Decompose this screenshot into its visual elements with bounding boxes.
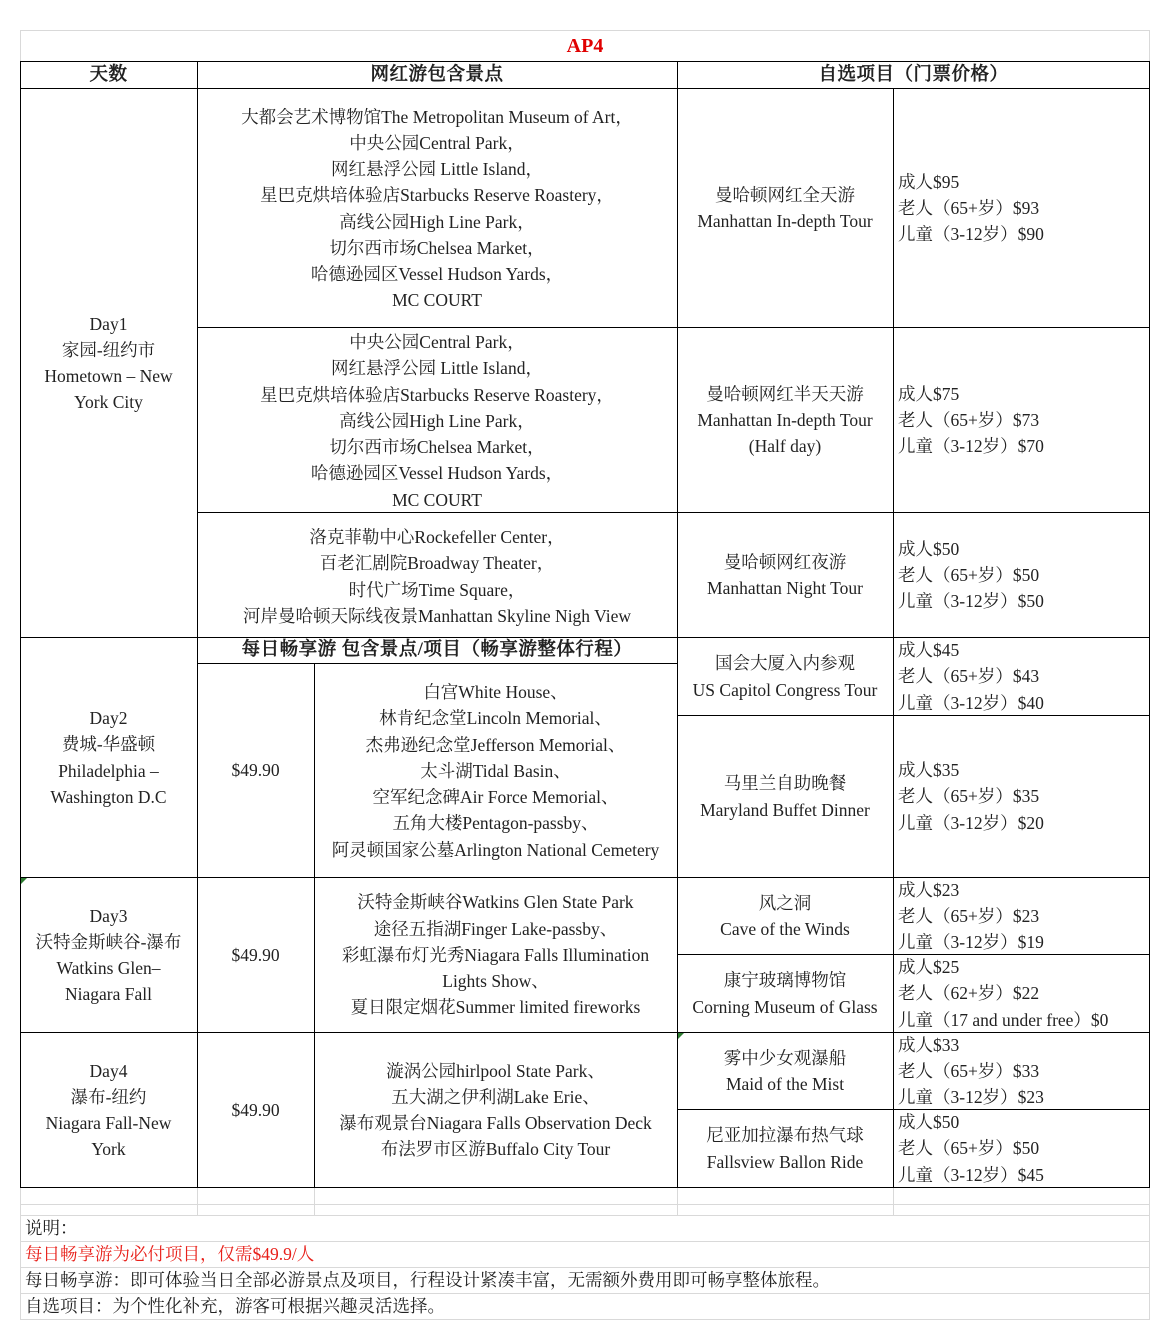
gridline <box>893 1188 894 1216</box>
price-line: 成人$23 <box>898 879 960 900</box>
notes-label: 说明： <box>25 1218 78 1238</box>
spot-line: 杰弗逊纪念堂Jefferson Memorial、 <box>365 734 626 755</box>
tour-name-line: 马里兰自助晚餐 <box>723 773 847 794</box>
spot-line: 哈德逊园区Vessel Hudson Yards， <box>310 263 564 284</box>
price-line: 成人$33 <box>898 1034 960 1055</box>
day2-option1-prices <box>893 638 1150 715</box>
tour-name-line: 曼哈顿网红夜游 <box>723 551 847 572</box>
price-line: 老人（65+岁）$73 <box>898 409 1040 430</box>
day2-label <box>20 638 197 877</box>
price-line: 老人（65+岁）$50 <box>898 1138 1040 1159</box>
day3-option2-name <box>677 955 893 1032</box>
title-text: AP4 <box>566 34 604 57</box>
day1-half-tour-spots <box>197 328 677 514</box>
price-line: 儿童（3-12岁）$40 <box>898 692 1044 713</box>
spot-line: 网红悬浮公园 Little Island， <box>331 159 543 180</box>
price-line: 成人$50 <box>898 538 960 559</box>
notes-required: 每日畅享游为必付项目，仅需$49.9/人 <box>25 1244 315 1264</box>
day-label-line: York <box>91 1139 126 1160</box>
spot-line: 太斗湖Tidal Basin、 <box>420 760 571 781</box>
day1-full-tour-name <box>677 89 893 327</box>
price-line: 老人（65+岁）$50 <box>898 564 1040 585</box>
day4-option1-prices <box>893 1033 1150 1109</box>
tour-name-line: 风之洞 <box>758 892 812 913</box>
price-line: 儿童（3-12岁）$45 <box>898 1164 1044 1185</box>
day3-daily-price <box>197 878 314 1032</box>
tour-name-line: 雾中少女观瀑船 <box>723 1047 847 1068</box>
tour-name-line: Corning Museum of Glass <box>692 996 878 1017</box>
price-line: 儿童（3-12岁）$70 <box>898 436 1044 457</box>
day-label-line: Watkins Glen– <box>56 958 161 978</box>
spot-line: 切尔西市场Chelsea Market， <box>329 437 545 458</box>
spot-line: 大都会艺术博物馆The Metropolitan Museum of Art， <box>241 106 633 127</box>
gridline <box>314 1188 315 1216</box>
header-spots <box>197 62 677 88</box>
day-label-line: Philadelphia – <box>58 760 159 781</box>
price-line: 老人（65+岁）$23 <box>898 905 1040 926</box>
price-line: 成人$75 <box>898 383 960 404</box>
tour-name-line: Maryland Buffet Dinner <box>700 799 870 820</box>
day2-option1-name <box>677 638 893 715</box>
price-line: 老人（62+岁）$22 <box>898 983 1040 1004</box>
spot-line: 星巴克烘培体验店Starbucks Reserve Roastery， <box>260 185 614 206</box>
daily-price-text: $49.90 <box>231 760 280 781</box>
sheet-title <box>20 31 1150 61</box>
tour-name-line: (Half day) <box>748 436 822 457</box>
price-line: 儿童（3-12岁）$19 <box>898 932 1044 953</box>
price-line: 儿童（17 and under free）$0 <box>898 1009 1109 1030</box>
day1-full-tour-prices <box>893 89 1150 327</box>
day-label-line: Niagara Fall <box>65 984 152 1005</box>
spot-line: 布法罗市区游Buffalo City Tour <box>380 1139 611 1160</box>
price-line: 儿童（3-12岁）$50 <box>898 591 1044 612</box>
spot-line: 沃特金斯峡谷Watkins Glen State Park <box>357 892 634 913</box>
spot-line: 途径五指湖Finger Lake-passby、 <box>373 918 618 939</box>
spot-line: MC COURT <box>392 489 482 510</box>
tour-name-line: 尼亚加拉瀑布热气球 <box>706 1125 864 1146</box>
daily-price-text: $49.90 <box>231 944 280 965</box>
header-days <box>20 62 197 88</box>
spot-line: 百老汇剧院Broadway Theater， <box>319 553 555 574</box>
header-days-text: 天数 <box>89 64 128 85</box>
tour-name-line: 国会大厦入内参观 <box>715 653 855 674</box>
header-optional <box>677 62 1150 88</box>
spot-line: 五角大楼Pentagon-passby、 <box>392 813 599 834</box>
tour-name-line: US Capitol Congress Tour <box>692 679 878 700</box>
day1-night-tour-prices <box>893 513 1150 637</box>
tour-name-line: 曼哈顿网红全天游 <box>715 184 855 205</box>
day4-spots <box>314 1033 677 1187</box>
day1-night-tour-spots <box>197 523 677 630</box>
price-line: 成人$35 <box>898 760 960 781</box>
day3-option2-prices <box>893 955 1150 1032</box>
tour-name-line: Cave of the Winds <box>720 919 850 939</box>
tour-name-line: Manhattan Night Tour <box>707 578 863 598</box>
price-line: 老人（65+岁）$93 <box>898 197 1040 218</box>
price-line: 老人（65+岁）$43 <box>898 666 1040 687</box>
day-label-line: Day1 <box>89 313 128 334</box>
day-label-line: 家园-纽约市 <box>61 339 156 360</box>
day2-spots <box>314 678 677 864</box>
tour-name-line: Maid of the Mist <box>725 1074 845 1094</box>
day3-option1-prices <box>893 878 1150 954</box>
gridline <box>677 1188 678 1216</box>
tour-name-line: Manhattan In-depth Tour <box>697 211 873 231</box>
day1-full-tour-spots <box>197 103 677 314</box>
day1-half-tour-name <box>677 328 893 512</box>
spot-line: 洛克菲勒中心Rockefeller Center， <box>309 527 565 548</box>
price-line: 老人（65+岁）$33 <box>898 1060 1040 1081</box>
day2-option2-prices <box>893 716 1150 877</box>
spot-line: 哈德逊园区Vessel Hudson Yards， <box>310 463 564 484</box>
spot-line: 空军纪念碑Air Force Memorial、 <box>372 787 619 808</box>
gridline <box>20 1215 1150 1216</box>
day-label-line: Niagara Fall-New <box>45 1113 172 1133</box>
spot-line: 时代广场Time Square， <box>348 579 526 600</box>
day1-night-tour-name <box>677 513 893 637</box>
spot-line: 阿灵顿国家公墓Arlington National Cemetery <box>331 839 660 860</box>
day4-label <box>20 1033 197 1187</box>
day-label-line: 沃特金斯峡谷-瀑布 <box>35 931 182 952</box>
spot-line: 星巴克烘培体验店Starbucks Reserve Roastery， <box>260 384 614 405</box>
header-optional-text: 自选项目（门票价格） <box>818 64 1009 85</box>
day3-spots <box>314 878 677 1032</box>
day-label-line: Day3 <box>89 905 128 926</box>
spot-line: 中央公园Central Park， <box>349 132 525 153</box>
notes-daily: 每日畅享游：即可体验当日全部必游景点及项目，行程设计紧凑丰富，无需额外费用即可畅享整体旅程。 <box>25 1270 830 1290</box>
spot-line: 彩虹瀑布灯光秀Niagara Falls Illumination <box>341 944 650 965</box>
spot-line: Lights Show、 <box>442 971 549 992</box>
day-label-line: Hometown – New <box>44 366 173 386</box>
price-line: 成人$50 <box>898 1112 960 1133</box>
spot-line: 林肯纪念堂Lincoln Memorial、 <box>379 708 612 729</box>
price-line: 成人$45 <box>898 640 960 661</box>
day1-half-tour-prices <box>893 328 1150 512</box>
gridline <box>197 1188 198 1216</box>
price-line: 成人$25 <box>898 957 960 978</box>
spot-line: MC COURT <box>392 290 482 311</box>
day4-option2-prices <box>893 1110 1150 1187</box>
day4-daily-price <box>197 1033 314 1187</box>
day4-option1-name <box>677 1033 893 1109</box>
spot-line: 夏日限定烟花Summer limited fireworks <box>350 997 641 1018</box>
day-label-line: Day4 <box>89 1060 128 1081</box>
tour-name-line: Manhattan In-depth Tour <box>697 409 873 430</box>
spot-line: 中央公园Central Park， <box>349 332 525 353</box>
price-line: 老人（65+岁）$35 <box>898 786 1040 807</box>
day1-label <box>20 89 197 637</box>
spot-line: 切尔西市场Chelsea Market， <box>329 237 545 258</box>
day-label-line: Day2 <box>89 708 128 729</box>
tour-name-line: 康宁玻璃博物馆 <box>723 970 847 991</box>
tour-name-line: Fallsview Ballon Ride <box>706 1151 864 1172</box>
spot-line: 高线公园High Line Park， <box>339 410 535 431</box>
day-label-line: York City <box>74 392 143 413</box>
spot-line: 白宫White House、 <box>423 682 568 703</box>
day-label-line: Washington D.C <box>50 786 167 807</box>
gridline <box>20 1319 1150 1320</box>
tour-name-line: 曼哈顿网红半天天游 <box>706 383 864 404</box>
daily-price-text: $49.90 <box>231 1099 280 1120</box>
spot-line: 河岸曼哈顿天际线夜景Manhattan Skyline Nigh View <box>243 605 631 626</box>
day3-option1-name <box>677 878 893 954</box>
day3-label <box>20 878 197 1032</box>
gridline <box>20 1204 1150 1205</box>
price-line: 成人$95 <box>898 171 960 192</box>
spot-line: 高线公园High Line Park， <box>339 211 535 232</box>
notes-optional: 自选项目：为个性化补充，游客可根据兴趣灵活选择。 <box>25 1296 445 1316</box>
spot-line: 五大湖之伊利湖Lake Erie、 <box>391 1086 600 1107</box>
spot-line: 漩涡公园hirlpool State Park、 <box>386 1060 605 1081</box>
daily-pass-header-text: 每日畅享游 包含景点/项目（畅享游整体行程） <box>241 640 633 661</box>
price-line: 儿童（3-12岁）$90 <box>898 224 1044 245</box>
day-label-line: 瀑布-纽约 <box>70 1086 147 1107</box>
day4-option2-name <box>677 1110 893 1187</box>
daily-pass-header <box>197 638 677 663</box>
spot-line: 网红悬浮公园 Little Island， <box>331 358 543 379</box>
price-line: 儿童（3-12岁）$20 <box>898 812 1044 833</box>
day-label-line: 费城-华盛顿 <box>61 734 156 755</box>
spot-line: 瀑布观景台Niagara Falls Observation Deck <box>339 1113 652 1133</box>
day2-daily-price <box>197 664 314 877</box>
header-spots-text: 网红游包含景点 <box>370 64 504 85</box>
day2-option2-name <box>677 716 893 877</box>
price-line: 儿童（3-12岁）$23 <box>898 1087 1044 1108</box>
